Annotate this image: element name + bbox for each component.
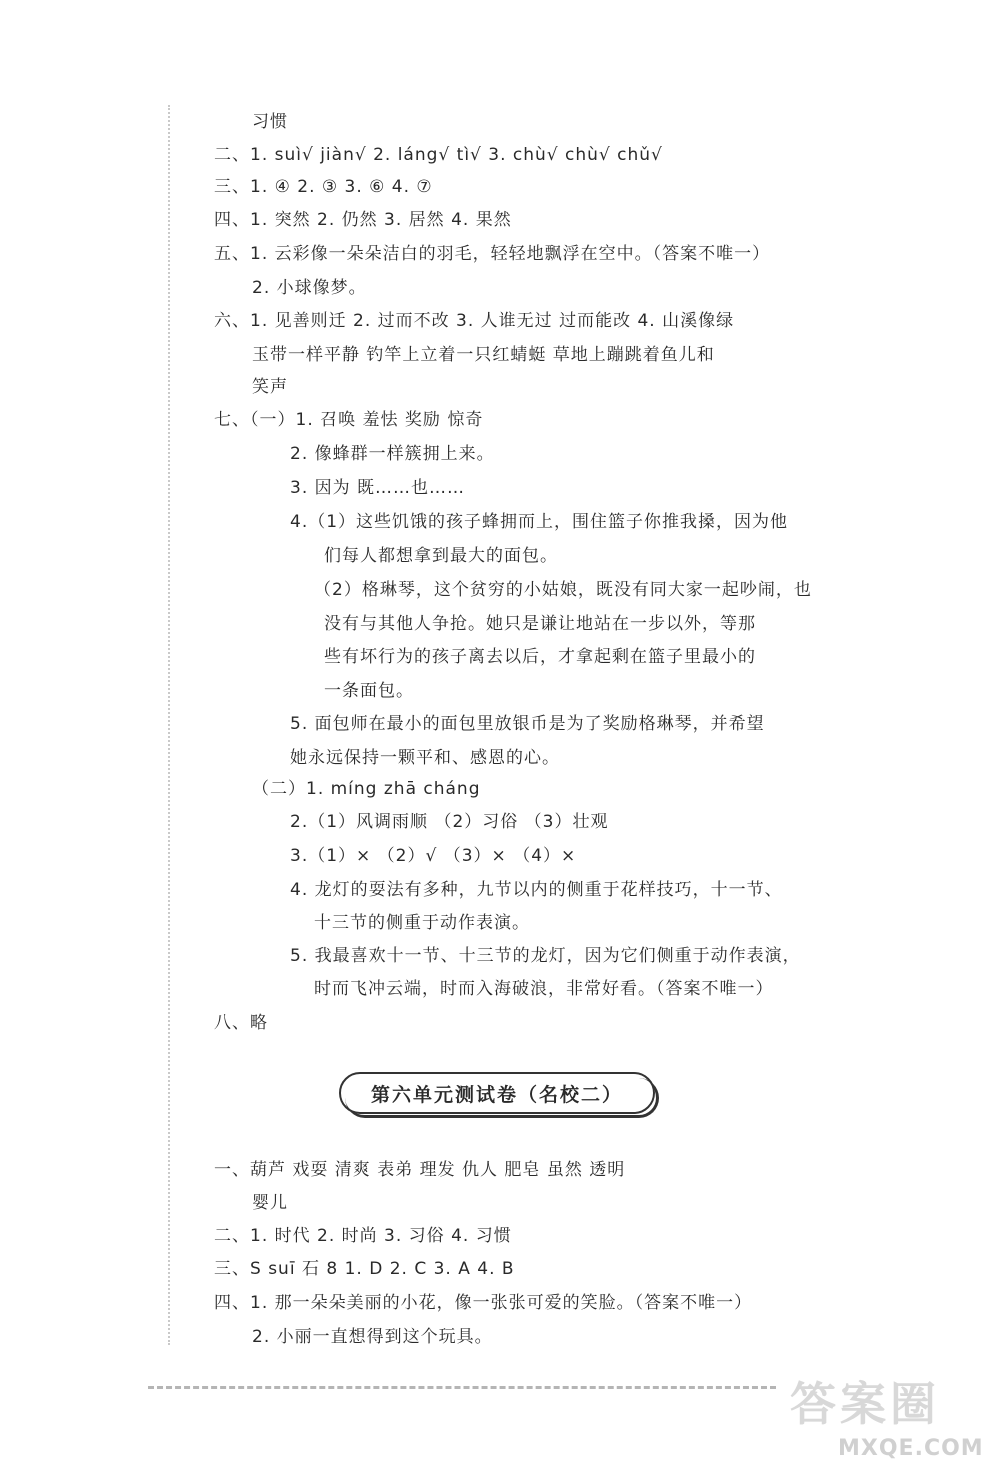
answer-line-19: 5. 面包师在最小的面包里放银币是为了奖励格琳琴，并希望 xyxy=(290,714,765,734)
answer-line-24: 4. 龙灯的耍法有多种，九节以内的侧重于花样技巧，十一节、 xyxy=(290,880,783,900)
answer-line-8: 玉带一样平静 钓竿上立着一只红蜻蜓 草地上蹦跳着鱼儿和 xyxy=(252,345,715,365)
binding-margin-line xyxy=(168,105,170,1345)
section-title: 第六单元测试卷（名校二） xyxy=(339,1072,655,1114)
answer-line-1: 习惯 xyxy=(252,112,288,132)
answer-line-25: 十三节的侧重于动作表演。 xyxy=(314,913,530,933)
answer-line-11: 2. 像蜂群一样簇拥上来。 xyxy=(290,444,495,464)
answer-line-32: 三、S suī 石 8 1. D 2. C 3. A 4. B xyxy=(214,1259,515,1279)
answer-line-34: 2. 小丽一直想得到这个玩具。 xyxy=(252,1327,493,1347)
answer-line-6: 2. 小球像梦。 xyxy=(252,278,367,298)
answer-line-5: 五、1. 云彩像一朵朵洁白的羽毛，轻轻地飘浮在空中。（答案不唯一） xyxy=(214,244,771,264)
watermark-logo: 答案圈 xyxy=(790,1377,940,1431)
watermark-url: MXQE.COM xyxy=(838,1436,984,1461)
answer-line-18: 一条面包。 xyxy=(324,681,414,701)
answer-line-33: 四、1. 那一朵朵美丽的小花，像一张张可爱的笑脸。（答案不唯一） xyxy=(214,1293,753,1313)
answer-line-22: 2.（1）风调雨顺 （2）习俗 （3）壮观 xyxy=(290,812,609,832)
answer-line-30: 婴儿 xyxy=(252,1193,288,1213)
answer-line-20: 她永远保持一颗平和、感恩的心。 xyxy=(290,748,560,768)
answer-line-28: 八、略 xyxy=(214,1013,268,1033)
answer-line-15: （2）格琳琴，这个贫穷的小姑娘，既没有同大家一起吵闹，也 xyxy=(314,580,812,600)
answer-line-9: 笑声 xyxy=(252,377,288,397)
answer-line-2: 二、1. suì√ jiàn√ 2. láng√ tì√ 3. chù√ chù√ chǔ√ xyxy=(214,145,663,165)
answer-line-23: 3.（1）× （2）√ （3）× （4）× xyxy=(290,846,577,866)
answer-line-17: 些有坏行为的孩子离去以后，才拿起剩在篮子里最小的 xyxy=(324,647,756,667)
answer-line-21: （二）1. míng zhā cháng xyxy=(252,779,481,799)
footer-dashed-rule xyxy=(148,1386,776,1389)
answer-line-26: 5. 我最喜欢十一节、十三节的龙灯，因为它们侧重于动作表演， xyxy=(290,946,801,966)
answer-line-29: 一、葫芦 戏耍 清爽 表弟 理发 仇人 肥皂 虽然 透明 xyxy=(214,1160,626,1180)
answer-line-31: 二、1. 时代 2. 时尚 3. 习俗 4. 习惯 xyxy=(214,1226,512,1246)
answer-line-14: 们每人都想拿到最大的面包。 xyxy=(324,546,558,566)
answer-line-12: 3. 因为 既……也…… xyxy=(290,478,466,498)
answer-line-3: 三、1. ④ 2. ③ 3. ⑥ 4. ⑦ xyxy=(214,177,433,197)
answer-line-7: 六、1. 见善则迁 2. 过而不改 3. 人谁无过 过而能改 4. 山溪像绿 xyxy=(214,311,735,331)
answer-line-4: 四、1. 突然 2. 仍然 3. 居然 4. 果然 xyxy=(214,210,512,230)
answer-line-27: 时而飞冲云端，时而入海破浪，非常好看。（答案不唯一） xyxy=(314,979,774,999)
answer-line-13: 4.（1）这些饥饿的孩子蜂拥而上，围住篮子你推我搡，因为他 xyxy=(290,512,789,532)
answer-line-10: 七、（一）1. 召唤 羞怯 奖励 惊奇 xyxy=(214,410,484,430)
answer-line-16: 没有与其他人争抢。她只是谦让地站在一步以外，等那 xyxy=(324,614,756,634)
